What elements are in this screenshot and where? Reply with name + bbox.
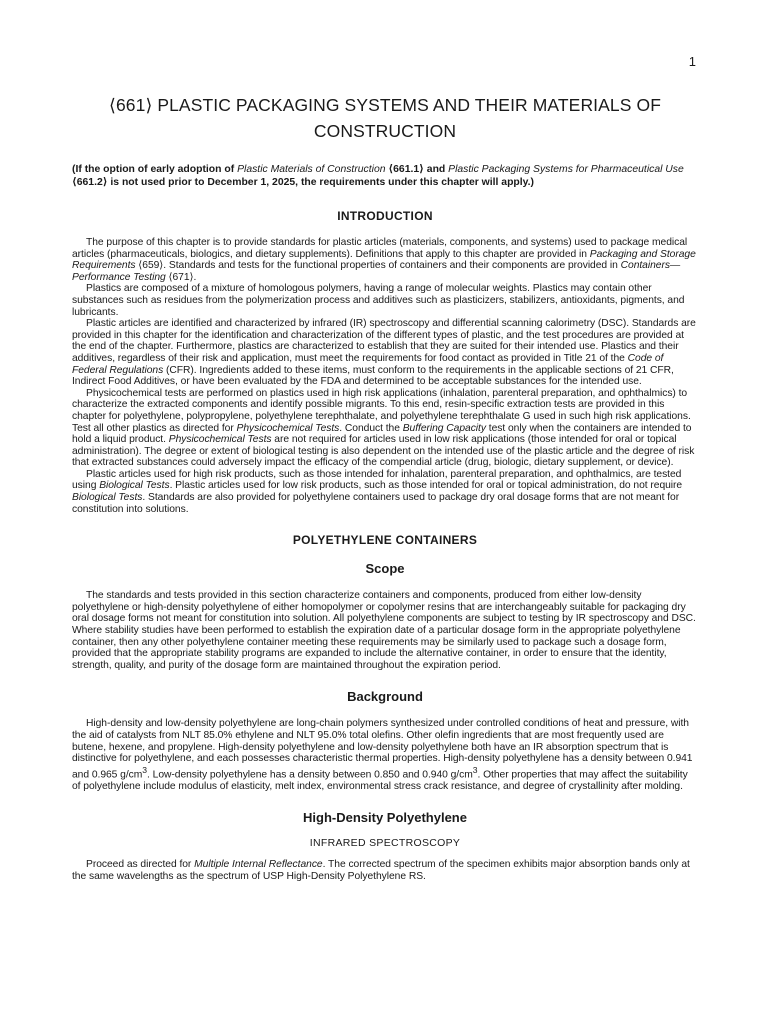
adoption-note: (If the option of early adoption of Plastic Materials of Construction ⟨661.1⟩ and Plastic Packaging Systems for Pharmaceutical Use ⟨661.2⟩ is not used prior to December 1, 2025, the requirements under this chapter will apply.)	[72, 164, 684, 188]
ir-paragraph: Proceed as directed for Multiple Internal Reflectance. The corrected spectrum of the specimen exhibits major absorption bands only at the same wavelengths as the spectrum of USP High-Density Polyethylene RS.	[72, 859, 690, 882]
scope-paragraph: The standards and tests provided in this section characterize containers and components, produced from either low-density polyethylene or high-density polyethylene of either homopolymer or copolymer resins that are interchangeably suitable for packaging dry oral dosage forms not meant for constitution into solution. All polyethylene components are subject to testing by IR spectroscopy and DSC. Where stability studies have been performed to establish the expiration date of a particular dosage form in the appropriate polyethylene container, then any other polyethylene container meeting these requirements may be similarly used to package such a dosage form, provided that the appropriate stability programs are expanded to include the alternative container, in order to ensure that the identity, strength, quality, and purity of the dosage form are maintained throughout the expiration period.	[72, 590, 696, 671]
scope-heading: Scope	[365, 561, 405, 577]
polyethylene-containers-heading: POLYETHYLENE CONTAINERS	[292, 533, 478, 548]
chapter-title: ⟨661⟩ PLASTIC PACKAGING SYSTEMS AND THEIR MATERIALS OF CONSTRUCTION	[109, 95, 661, 141]
document-page	[72, 0, 698, 883]
intro-paragraph-3: Plastic articles are identified and characterized by infrared (IR) spectroscopy and differential scanning calorimetry (DSC). Standards are provided in this chapter for the identification and characterization of the different types of plastic, and the test procedures are provided at the end of the chapter. Furthermore, plastics are characterized to establish that they are suited for their intended use. Plastics and their additives, regardless of their risk and application, must meet the requirements for food contact as provided in Title 21 of the Code of Federal Regulations (CFR). Ingredients added to these items, must conform to the requirements in the applicable sections of 21 CFR, Indirect Food Additives, or have been evaluated by the FDA and determined to be acceptable substances for the intended use.	[72, 318, 696, 388]
intro-paragraph-4: Physicochemical tests are performed on plastics used in high risk applications (inhalation, parenteral preparation, and ophthalmics) to characterize the extracted components and identify possible migrants. To this end, resin-specific extraction tests are provided in this chapter for polyethylene, polypropylene, polyethylene terephthalate, and polyethylene terephthalate G used in such high risk applications. Test all other plastics as directed for Physicochemical Tests. Conduct the Buffering Capacity test only when the containers are intended to hold a liquid product. Physicochemical Tests are not required for articles used in low risk applications (those intended for oral or topical administration). The degree or extent of biological testing is also dependent on the intended use of the plastic article and the degree of risk that extracted substances could adversely impact the efficacy of the compendial article (drug, biologic, dietary supplement, or device).	[72, 387, 695, 469]
intro-paragraph-1: The purpose of this chapter is to provide standards for plastic articles (materials, components, and systems) used to package medical articles (pharmaceuticals, biologics, and dietary supplements). Definitions that apply to this chapter are provided in Packaging and Storage Requirements ⟨659⟩. Standards and tests for the functional properties of containers and their components are provided in Containers—Performance Testing ⟨671⟩.	[72, 237, 696, 283]
hdpe-heading: High-Density Polyethylene	[303, 810, 467, 826]
background-heading: Background	[347, 689, 423, 705]
background-paragraph: High-density and low-density polyethylene are long-chain polymers synthesized under controlled conditions of heat and pressure, with the aid of catalysts from NLT 85.0% ethylene and NLT 95.0% total olefins. Other olefin ingredients that are most frequently used are butene, hexene, and propylene. High-density polyethylene and low-density polyethylene both have an IR absorption spectrum that is distinctive for polyethylene, and each possesses characteristic thermal properties. High-density polyethylene has a density between 0.941 and 0.965 $g/cm^3$. Low-density polyethylene has a density between 0.850 and 0.940 $g/cm^3$. Other properties that may affect the suitability of polyethylene include modulus of elasticity, melt index, environmental stress crack resistance, and degree of crystallinity after molding.	[72, 718, 693, 792]
infrared-spectroscopy-heading: INFRARED SPECTROSCOPY	[309, 837, 461, 850]
introduction-heading: INTRODUCTION	[337, 209, 433, 223]
intro-paragraph-5: Plastic articles used for high risk products, such as those intended for inhalation, parenteral preparation, and ophthalmics, are tested using Biological Tests. Plastic articles used for low risk products, such as those intended for oral or topical administration, do not require Biological Tests. Standards are also provided for polyethylene containers used to package dry oral dosage forms that are not meant for constitution into solutions.	[72, 468, 683, 515]
intro-paragraph-2: Plastics are composed of a mixture of homologous polymers, having a range of molecular weights. Plastics may contain other substances such as residues from the polymerization process and additives such as plasticizers, stabilizers, antioxidants, pigments, and lubricants.	[72, 283, 685, 318]
page-number: 1	[688, 54, 696, 69]
